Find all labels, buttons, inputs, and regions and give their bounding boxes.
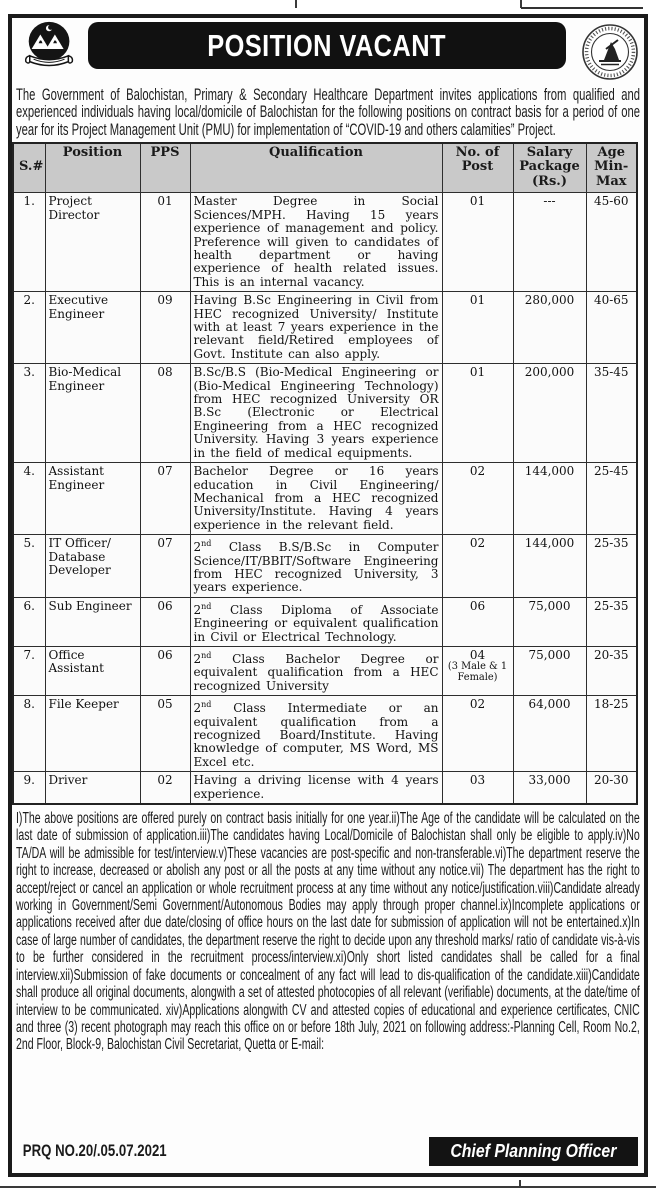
posts-count: 03	[469, 773, 486, 788]
cell-serial-number: 7.	[13, 646, 45, 695]
cell-qualification: Having B.Sc Engineering in Civil from HEC recognized University/ Institute with at least 7 years experience in the relevant field/Retired employees of Govt. Institute can also apply.	[190, 292, 442, 364]
cell-salary: 64,000	[513, 696, 586, 772]
cell-qualification: 2nd Class Bachelor Degree or equivalent qualification from a HEC recognized University	[190, 646, 442, 695]
prq-number: PRQ NO.20/.05.07.2021	[22, 1141, 167, 1160]
cell-salary: 200,000	[513, 364, 586, 463]
cell-no-of-post	[442, 772, 513, 804]
cell-qualification: 2nd Class Diploma of Associate Engineering or equivalent qualification in Civil or Electrical Technology.	[190, 597, 442, 646]
cell-qualification: Bachelor Degree or 16 years education in Civil Engineering/ Mechanical from a HEC recognized University/Institute. Having 4 years experience in the relevant field.	[190, 463, 442, 535]
officer-title: Chief Planning Officer	[450, 1140, 617, 1161]
table-row	[13, 772, 637, 804]
header-qualification: Qualification	[190, 143, 442, 193]
cell-age: 20-35	[586, 646, 637, 695]
terms-paragraph: I)The above positions are offered purely on contract basis initially for one year.ii)The Age of the candidate will be calculated on the last date of submission of application.iii)The candidates having Local/Domicile of Balochistan shall only be eligible to apply.iv)No TA/DA will be admissible for test/interview.v)These vacancies are post-specific and non-transferable.vi)The department reserve the right to increase, decreased or abolish any post or all the posts at any time without any notice.vii) The department has the right to accept/reject or cancel an application or whole recruitment process at any time without any notice/justification.viii)Candidate already working in Government/Semi Government/Autonomous Bodies may apply through proper channel.ix)Incomplete applications or applications received after due date/closing of office hours on the last date for submission of application will not be entertained.x)In case of large number of candidates, the department reserve the right to decide upon any threshold marks/ ratio of candidate vis-à-vis to be further considered in the recruitment process/interview.xi)Only short listed candidates shall be called for a final interview.xii)Submission of fake documents or concealment of any fact will lead to dis-qualification of the candidate.xiii)Candidate shall produce all original documents, alongwith a set of attested photocopies of all relevant (verifiable) documents, at the date/time of interview to be communicated. xiv)Applications alongwith CV and attested copies of educational and experience certificates, CNIC and three (3) recent photograph may reach this office on or before 18th July, 2021 on following address:-Planning Cell, Room No.2, 2nd Floor, Block-9, Balochistan Civil Secretariat, Quetta or E-mail:	[16, 810, 640, 1054]
cell-serial-number: 4.	[13, 463, 45, 535]
cell-no-of-post	[442, 463, 513, 535]
newspaper-edge-bottom	[0, 1177, 656, 1189]
cell-position: Sub Engineer	[45, 597, 140, 646]
cell-age: 25-35	[586, 597, 637, 646]
cell-qualification: Master Degree in Social Sciences/MPH. Having 15 years experience of management and policy. Preference will given to candidates of health department or having experience of health related issues. This is an internal vacancy.	[190, 193, 442, 292]
cell-serial-number: 9.	[13, 772, 45, 804]
cell-pps: 02	[140, 772, 190, 804]
cell-no-of-post	[442, 193, 513, 292]
posts-count: 01	[469, 365, 486, 380]
table-row	[13, 292, 637, 364]
cell-pps: 07	[140, 463, 190, 535]
advertisement-footer	[18, 1135, 638, 1167]
posts-count: 02	[469, 697, 486, 712]
vacancy-table-body	[13, 193, 637, 804]
cell-salary: 144,000	[513, 535, 586, 598]
advertisement-frame	[8, 14, 648, 1177]
cell-qualification: 2nd Class B.S/B.Sc in Computer Science/IT/BBIT/Software Engineering from HEC recognized University, 3 years experience.	[190, 535, 442, 598]
posts-count: 02	[469, 536, 486, 551]
cell-pps: 05	[140, 696, 190, 772]
cell-age: 25-35	[586, 535, 637, 598]
cell-serial-number: 3.	[13, 364, 45, 463]
position-vacant-banner	[88, 22, 566, 69]
cell-qualification: Having a driving license with 4 years experience.	[190, 772, 442, 804]
cell-serial-number: 8.	[13, 696, 45, 772]
newspaper-edge-top	[0, 0, 656, 14]
cell-salary: ---	[513, 193, 586, 292]
column-rule-tick	[295, 0, 297, 8]
table-row	[13, 646, 637, 695]
table-row	[13, 696, 637, 772]
cell-serial-number: 1.	[13, 193, 45, 292]
cell-qualification: B.Sc/B.S (Bio-Medical Engineering or (Bio-Medical Engineering Technology) from HEC recognized University OR B.Sc (Electronic or Electrical Engineering from a HEC recognized University. Having 3 years experience in the field of medical equipments.	[190, 364, 442, 463]
header-no-of-post: No. of Post	[442, 143, 513, 193]
page-title: POSITION VACANT	[207, 27, 447, 63]
cell-no-of-post	[442, 292, 513, 364]
cell-no-of-post	[442, 696, 513, 772]
posts-count: 02	[469, 464, 486, 479]
table-header-row	[13, 143, 637, 193]
cell-age: 18-25	[586, 696, 637, 772]
cell-no-of-post	[442, 364, 513, 463]
posts-gender-note: (3 Male & 1 Female)	[447, 661, 508, 683]
cell-position: Office Assistant	[45, 646, 140, 695]
table-row	[13, 597, 637, 646]
cell-position: Driver	[45, 772, 140, 804]
cell-pps: 06	[140, 597, 190, 646]
cell-age: 35-45	[586, 364, 637, 463]
vacancy-table-head	[13, 143, 637, 193]
posts-count: 04	[469, 647, 486, 662]
header-age: Age Min-Max	[586, 143, 637, 193]
cell-no-of-post	[442, 597, 513, 646]
cell-salary: 144,000	[513, 463, 586, 535]
cell-position: Bio-Medical Engineer	[45, 364, 140, 463]
cell-serial-number: 2.	[13, 292, 45, 364]
officer-signature-box	[429, 1137, 638, 1166]
cell-age: 45-60	[586, 193, 637, 292]
intro-paragraph: The Government of Balochistan, Primary & Secondary Healthcare Department invites applications from qualified and experienced individuals having local/domicile of Balochistan for the following positions on contract basis for a period of one year for its Project Management Unit (PMU) for implementation of “COVID-19 and others calamities” Project.	[16, 86, 641, 139]
column-rule-line	[0, 1186, 656, 1188]
cell-qualification: 2nd Class Intermediate or an equivalent qualification from a recognized Board/Institute. Having knowledge of computer, MS Word, MS Excel etc.	[190, 696, 442, 772]
cell-no-of-post	[442, 535, 513, 598]
header-salary-package: Salary Package (Rs.)	[513, 143, 586, 193]
cell-position: IT Officer/ Database Developer	[45, 535, 140, 598]
cell-salary: 280,000	[513, 292, 586, 364]
header-pps: PPS	[140, 143, 190, 193]
advertisement-header	[12, 18, 644, 82]
table-row	[13, 463, 637, 535]
cell-age: 40-65	[586, 292, 637, 364]
cell-salary: 75,000	[513, 646, 586, 695]
posts-count: 01	[469, 194, 486, 209]
cell-pps: 09	[140, 292, 190, 364]
column-rule-tick	[519, 1180, 521, 1186]
table-row	[13, 364, 637, 463]
header-position: Position	[45, 143, 140, 193]
cell-pps: 08	[140, 364, 190, 463]
header-sno: S.#	[13, 143, 45, 193]
cell-age: 25-45	[586, 463, 637, 535]
cell-pps: 06	[140, 646, 190, 695]
posts-count: 06	[469, 598, 486, 613]
cell-salary: 33,000	[513, 772, 586, 804]
cell-position: Project Director	[45, 193, 140, 292]
posts-count: 01	[469, 293, 486, 308]
table-row	[13, 193, 637, 292]
table-row	[13, 535, 637, 598]
cell-salary: 75,000	[513, 597, 586, 646]
cell-serial-number: 6.	[13, 597, 45, 646]
cell-serial-number: 5.	[13, 535, 45, 598]
cell-pps: 01	[140, 193, 190, 292]
cell-position: Executive Engineer	[45, 292, 140, 364]
cell-age: 20-30	[586, 772, 637, 804]
cell-position: File Keeper	[45, 696, 140, 772]
cell-pps: 07	[140, 535, 190, 598]
cell-no-of-post	[442, 646, 513, 695]
balochistan-emblem-logo	[20, 19, 82, 81]
column-rule-line	[521, 7, 643, 9]
pmu-healthcare-seal-logo	[578, 20, 642, 88]
cell-position: Assistant Engineer	[45, 463, 140, 535]
vacancy-table	[12, 142, 638, 805]
